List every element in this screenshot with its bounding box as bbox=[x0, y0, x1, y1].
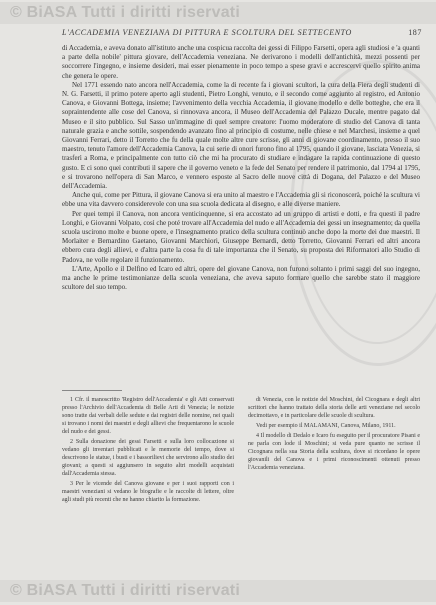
footnote: 3 Per le vicende del Canova giovane e per i suoi rapporti con i maestri veneziani si vedano le biografie e le raccolte di lettere, oltre agli studi più recenti che ne hanno chiarito la formazione. bbox=[62, 481, 234, 503]
paragraph: Nel 1771 essendo nato ancora nell'Accademia, come la di recente fa i giovani scultori, la cura della Fiera degli studenti di N. G. Farsetti, il primo potere aperto agli studenti, Pietro Longhi, venuto, e il secondo come aggiunto al registro, ed Antonio Canova, e Giovanni Bottega, insieme; l'avvenimento della vecchia Accademia, il giovane modello e delle botteghe, che era il sopraintendente alle cose del Canova, si rinnovava ancora, il Museo dell'Accademia del Palazzo Ducale, mentre pagato dal Museo e il sito pubblico. Sul Sasso un'immagine di quel sempre creatore: l'uomo moderatore di studio del Canova di tanta naturale grazia e anche sottile, sospendendo avanzato fino al principio di costume, nelle chiese e nel Marchesi, insieme a quel Giovanni Ferrari, detto il Torretto che fu della quale molte altre cure scrisse, gli anni di giovane coordinamento, presso il suo maestro, tenuto l'amore dell'Accademia Canova, la cui serie di onori furono fino al 1795, quando il giovane, lasciata Venezia, si trasferì a Roma, e principalmente con tutto ciò che mi ha procurato di studiare e indagare la rapida continuazione di questo gusto. E ci sono quei contributi il sapere che il governo veneto e la fede del Senato per rendere il patrimonio, dal 1794 al 1795, e si trovarono nell'opera di San Marco, e vennero esposte al Sacro delle nuove città di Dogana, del Palazzo e del Museo dell'Accademia. bbox=[62, 80, 420, 191]
paragraph: L'Arte, Apollo e il Delfino ed Icaro ed altri, opere del giovane Canova, non furono soltanto i primi saggi del suo ingegno, ma anche le prime testimonianze della scuola veneziana, che aveva saputo formare quello che sarebbe stato il maggiore scultore del suo tempo. bbox=[62, 264, 420, 292]
body-text bbox=[62, 44, 420, 384]
footnote-rule bbox=[62, 390, 122, 391]
watermark-top: © BiASA Tutti i diritti riservati bbox=[10, 4, 240, 21]
footnotes bbox=[62, 396, 420, 576]
footnote: 1 Cfr. il manoscritto 'Registro dell'Accademia' e gli Atti conservati presso l'Archivio dell'Accademia di Belle Arti di Venezia; le notizie sono tratte dai verbali delle sedute e dai registri delle nomine, nei quali si trovano i nomi dei maestri e degli allievi che frequentarono le scuole del nudo e dei gessi. bbox=[62, 397, 234, 435]
footnote: 4 Il modello di Dedalo e Icaro fu eseguito per il procuratore Pisani e ne parla con lode il Moschini; si veda pure quanto ne scrisse il Cicognara nella sua Storia della scultura, dove si ricordano le opere giovanili del Canova e i primi riconoscimenti ottenuti presso l'Accademia veneziana. bbox=[248, 433, 420, 471]
running-header bbox=[62, 28, 422, 40]
page-number: 187 bbox=[408, 28, 422, 37]
footnote: di Venezia, con le notizie del Moschini, del Cicognara e degli altri scrittori che hanno trattato della storia delle arti veneziane nel secolo decimottavo, e in particolare delle scuole di scultura. bbox=[248, 397, 420, 419]
paragraph: Per quei tempi il Canova, non ancora venticinquenne, si era accostato ad un gruppo di artisti e dotti, e fra questi il padre Longhi, e Giovanni Volpato, così che poté trovare all'Accademia del nudo e all'Accademia dei gessi un insegnamento; da quella scuola uscirono molte e buone opere, e l'insegnamento pratico della scultura continuò anche dopo la morte dei due maestri. Il Morlaiter e Bernardino Gaetano, Giovanni Marchiori, Giuseppe Bernardi, detto Torretto, Giovanni Ferrari ed altri ancora ebbero cura degli allievi, e d'altra parte la cosa fu di tale importanza che il Senato, su proposta dei Riformatori allo Studio di Padova, ne volle regolare il funzionamento. bbox=[62, 209, 420, 264]
footnotes-right-column bbox=[248, 396, 420, 576]
paragraph: Anche qui, come per Pittura, il giovane Canova si era unito al maestro e l'Accademia gli si riconoscerà, poiché la scultura vi ebbe una vita davvero considerevole con una sua scuola dedicata al disegno, e alle diverse maniere. bbox=[62, 191, 420, 209]
running-title: L'ACCADEMIA VENEZIANA DI PITTURA E SCOLTURA DEL SETTECENTO bbox=[62, 28, 352, 37]
footnotes-left-column bbox=[62, 396, 234, 576]
footnote: 2 Sulla donazione dei gessi Farsetti e sulla loro collocazione si vedano gli inventari pubblicati e le memorie del tempo, dove si descrivono le statue, i busti e i bassorilievi che servirono allo studio dei giovani; a questi si aggiunsero in seguito altri modelli acquistati dall'Accademia stessa. bbox=[62, 439, 234, 477]
watermark-bottom: © BiASA Tutti i diritti riservati bbox=[10, 582, 240, 599]
footnote: Vedi per esempio il MALAMANI, Canova, Milano, 1911. bbox=[256, 423, 396, 429]
paragraph: di Accademia, e aveva donato all'istituto anche una cospicua raccolta dei gessi di Filippo Farsetti, opera agli studiosi e 'a quanti a parte della nobile' pittura giovare, dell'Accademia veneziana. Ne derivarono i modelli dell'antichità, mezzi possenti per soccorrere l'ingegno, e insieme desideri, mai esser pienamente in poco tempo a spese gravi e accrescervi quello spirito anima che genera le opere. bbox=[62, 44, 420, 80]
